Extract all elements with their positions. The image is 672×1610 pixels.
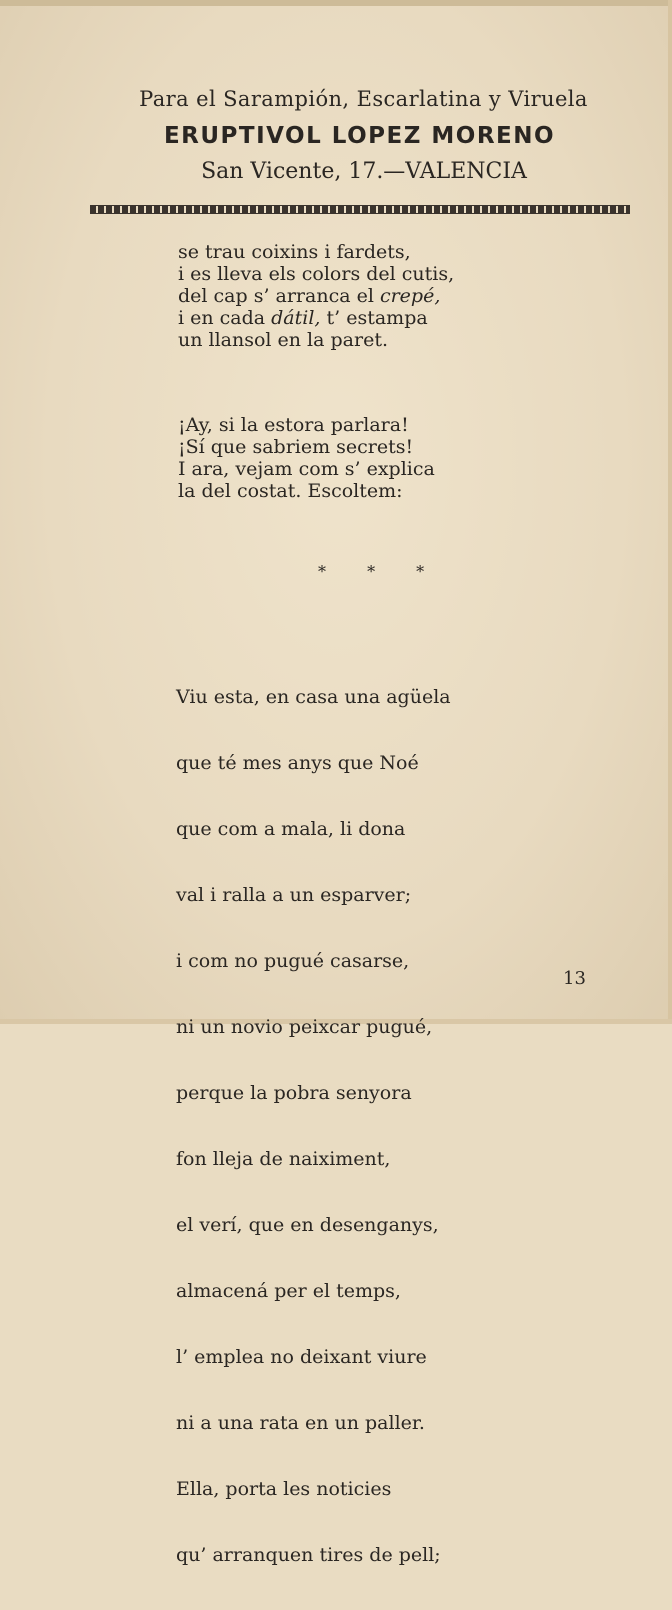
verse-line: ni un novio peixcar pugué, xyxy=(176,1016,433,1038)
verse-line: i en cada dátil, t’ estampa xyxy=(178,307,428,329)
verse-line: fon lleja de naiximent, xyxy=(176,1148,391,1170)
italic-word: dátil, xyxy=(271,307,321,329)
italic-word: crepé, xyxy=(379,285,441,307)
page-number: 13 xyxy=(563,968,586,989)
verse-line: se trau coixins i fardets, xyxy=(178,241,411,263)
verse-line: I ara, vejam com s’ explica xyxy=(178,458,435,480)
verse-line: Ella, porta les noticies xyxy=(176,1478,392,1500)
verse-line: ¡Sí que sabriem secrets! xyxy=(178,436,414,458)
verse-line: qu’ arranquen tires de pell; xyxy=(176,1544,441,1566)
verse-line: ¡Ay, si la estora parlara! xyxy=(178,414,409,436)
poem-stanza-2 xyxy=(178,414,435,502)
ad-tagline: Para el Sarampión, Escarlatina y Viruela xyxy=(139,87,588,111)
verse-line: la del costat. Escoltem: xyxy=(178,480,403,502)
ornamental-divider xyxy=(90,205,630,214)
verse-line: i es lleva els colors del cutis, xyxy=(178,263,455,285)
verse-line: el verí, que en desenganys, xyxy=(176,1214,439,1236)
section-separator: * * * xyxy=(318,562,443,581)
verse-line: l’ emplea no deixant viure xyxy=(176,1346,427,1368)
verse-line: del cap s’ arranca el crepé, xyxy=(178,285,441,307)
verse-line: almacená per el temps, xyxy=(176,1280,401,1302)
verse-line: i com no pugué casarse, xyxy=(176,950,410,972)
verse-line: val i ralla a un esparver; xyxy=(176,884,412,906)
page-edge-top xyxy=(0,0,672,6)
verse-line: ni a una rata en un paller. xyxy=(176,1412,425,1434)
advertisement-header xyxy=(0,86,672,186)
poem-stanza-1 xyxy=(178,241,454,351)
poem-stanza-3 xyxy=(176,642,451,1610)
verse-line: un llansol en la paret. xyxy=(178,329,388,351)
verse-line: que té mes anys que Noé xyxy=(176,752,419,774)
verse-line: que com a mala, li dona xyxy=(176,818,406,840)
verse-line: Viu esta, en casa una agüela xyxy=(176,686,451,708)
ad-product-name: ERUPTIVOL LOPEZ MORENO xyxy=(163,123,556,149)
ad-address: San Vicente, 17.—VALENCIA xyxy=(201,159,527,184)
verse-line: perque la pobra senyora xyxy=(176,1082,412,1104)
